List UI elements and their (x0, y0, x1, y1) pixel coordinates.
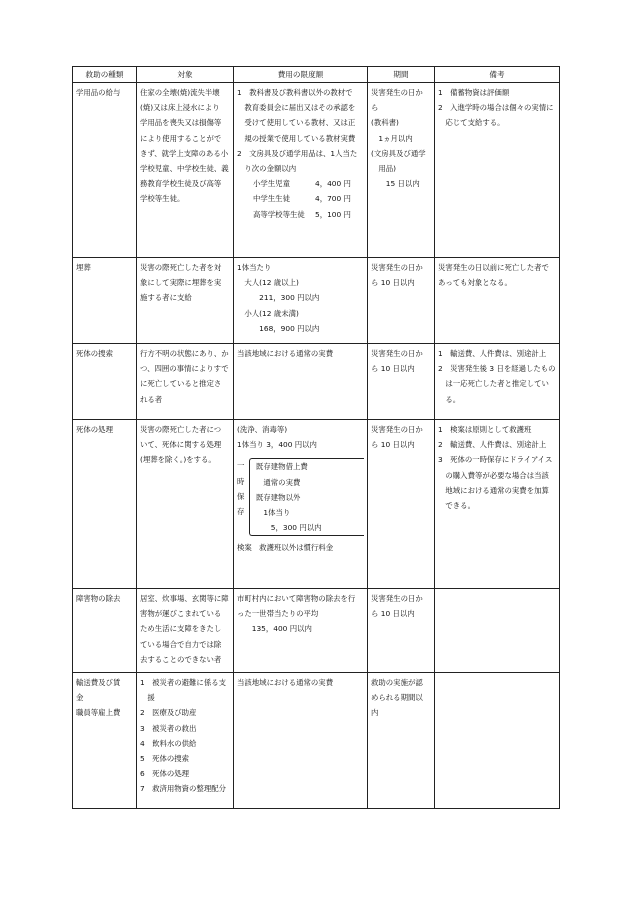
text-line: 市町村内において障害物の除去を行 (237, 594, 356, 603)
cost-item-amount: 4，700 円 (315, 194, 351, 204)
text-line: った一世帯当たりの平均 (237, 609, 319, 619)
table-row-corpse-search (73, 344, 560, 420)
text-line: 1体当り 3，400 円以内 (237, 440, 317, 450)
text-line: 規の授業で使用している教材実費 (237, 133, 356, 143)
cost-item-label: 小学生児童 (253, 179, 290, 189)
text-line: り次の金額以内 (237, 164, 297, 174)
text-line: 2 災害発生後 3 日を経過したもの (438, 364, 556, 374)
header-target: 対象 (137, 67, 234, 83)
text-line: 2 医療及び助産 (140, 708, 197, 718)
row-cost (234, 589, 368, 673)
text-line: ら 10 日以内 (371, 278, 415, 288)
text-line: 時 (237, 476, 245, 486)
row-remarks (435, 258, 560, 344)
text-line: (教科書) (371, 118, 399, 128)
text-line: の購入費等が必要な場合は当該 (438, 470, 549, 480)
text-line: められる期間以 (371, 693, 423, 703)
row-remarks (435, 83, 560, 258)
text-line: 学校児童、中学校生徒、義 (140, 164, 229, 174)
row-target (137, 589, 234, 673)
row-cost (234, 258, 368, 344)
row-period (368, 420, 435, 589)
text-line: 学校等生徒。 (140, 194, 185, 204)
text-line: 災害発生の日か (371, 349, 423, 358)
text-line: 学用品を喪失又は損傷等 (140, 118, 222, 128)
text-line: いて、死体に関する処理 (140, 440, 222, 450)
text-line: 135，400 円以内 (237, 624, 312, 634)
text-line: 務教育学校生徒及び高等 (140, 179, 222, 189)
text-line: 災害発生の日か (371, 88, 423, 97)
cost-item (237, 207, 364, 222)
text-line: れる者 (140, 394, 163, 404)
text-line: る。 (438, 394, 461, 404)
text-line: 既存建物借上費 (256, 462, 308, 472)
text-line: 害物が運びこまれている (140, 609, 222, 619)
text-line: 救助の実施が認 (371, 678, 423, 687)
row-type: 障害物の除去 (73, 589, 137, 673)
text-line: 小人(12 歳未満) (237, 308, 299, 318)
text-line: 一 (237, 461, 245, 471)
text-line: 受けて使用している教材、又は正 (237, 118, 356, 128)
text-line: 災害の際死亡した者を対 (140, 263, 222, 272)
text-line: ら 10 日以内 (371, 609, 415, 619)
cost-item (237, 191, 364, 206)
row-remarks (435, 420, 560, 589)
text-line: 職員等雇上費 (76, 708, 121, 718)
text-line: きず、就学上支障のある小 (140, 148, 229, 158)
header-remarks: 備考 (435, 67, 560, 83)
row-cost (234, 673, 368, 809)
text-line: 5 死体の捜索 (140, 754, 190, 764)
row-target (137, 344, 234, 420)
cost-footer: 検案 救護班以外は慣行料金 (237, 543, 334, 553)
row-period (368, 258, 435, 344)
cost-item-label: 高等学校等生徒 (253, 209, 305, 219)
table-row-burial (73, 258, 560, 344)
text-line: 行方不明の状態にあり、か (140, 349, 229, 358)
text-line: 1 教科書及び教科書以外の教材で (237, 88, 353, 97)
table-row-transport (73, 673, 560, 809)
cost-item-label: 中学生生徒 (253, 194, 290, 204)
text-line: 1ヵ月以内 (371, 133, 413, 143)
text-line: 7 救済用物資の整理配分 (140, 784, 227, 794)
text-line: 内 (371, 708, 379, 718)
cost-item-amount: 4，400 円 (315, 179, 351, 189)
row-period (368, 589, 435, 673)
text-line: に死亡していると推定さ (140, 379, 222, 389)
text-line: 15 日以内 (371, 179, 420, 189)
row-period (368, 83, 435, 258)
text-line: 1 備蓄物資は評価額 (438, 88, 510, 97)
text-line: 1 検案は原則として救護班 (438, 425, 532, 434)
row-cost (234, 83, 368, 258)
header-row (73, 67, 560, 83)
text-line: 6 死体の処理 (140, 769, 190, 779)
text-line: 災害発生の日以前に死亡した者で (438, 263, 549, 272)
text-line: できる。 (438, 501, 475, 511)
text-line: 地域における通常の実費を加算 (438, 485, 549, 495)
cost-items (237, 176, 364, 222)
text-line: 災害発生の日か (371, 263, 423, 272)
table-row-corpse-handling (73, 420, 560, 589)
temporary-storage-block (237, 458, 364, 536)
text-line: により使用することがで (140, 133, 222, 143)
table-row-obstacle-removal (73, 589, 560, 673)
row-target (137, 420, 234, 589)
row-cost (234, 420, 368, 589)
row-type: 死体の捜索 (73, 344, 137, 420)
text-line: 用品) (371, 164, 397, 174)
text-line: 通常の実費 (256, 477, 301, 487)
text-line: 去することのできない者 (140, 654, 222, 664)
text-line: 災害発生の日か (371, 594, 423, 603)
header-cost: 費用の限度額 (234, 67, 368, 83)
row-period (368, 673, 435, 809)
text-line: 居室、炊事場、玄関等に障 (140, 594, 229, 603)
header-type: 救助の種類 (73, 67, 137, 83)
text-line: 3 被災者の救出 (140, 723, 197, 733)
text-line: ら 10 日以内 (371, 440, 415, 450)
text-line: 教育委員会に届出又はその承認を (237, 103, 356, 113)
text-line: あっても対象となる。 (438, 278, 512, 288)
cost-item-amount: 5，100 円 (315, 209, 351, 219)
text-line: 保 (237, 491, 245, 501)
row-target (137, 83, 234, 258)
text-line: 168，900 円以内 (237, 323, 320, 333)
row-type: 学用品の給与 (73, 83, 137, 258)
text-line: 2 入進学時の場合は個々の実情に (438, 103, 554, 113)
text-line: 1 輸送費、人件費は、別途計上 (438, 349, 547, 358)
text-line: 象にして実際に埋葬を実 (140, 278, 222, 288)
row-type (73, 673, 137, 809)
text-line: 大人(12 歳以上) (237, 278, 299, 288)
row-remarks (435, 589, 560, 673)
text-line: ら (371, 103, 379, 113)
text-line: (洗浄、消毒等) (237, 425, 288, 434)
row-type: 死体の処理 (73, 420, 137, 589)
text-line: 211，300 円以内 (237, 293, 320, 303)
text-line: 1 被災者の避難に係る支 (140, 678, 227, 687)
text-line: 施する者に支給 (140, 293, 192, 303)
text-line: 災害発生の日か (371, 425, 423, 434)
text-line: 2 輸送費、人件費は、別途計上 (438, 440, 547, 450)
header-period: 期間 (368, 67, 435, 83)
row-remarks (435, 344, 560, 420)
text-line: 応じて支給する。 (438, 118, 505, 128)
table-row-school-supplies (73, 83, 560, 258)
row-target (137, 258, 234, 344)
text-line: 金 (76, 693, 84, 703)
row-period (368, 344, 435, 420)
text-line: 輸送費及び賃 (76, 678, 121, 687)
text-line: 災害の際死亡した者につ (140, 425, 222, 434)
text-line: 当該地域における通常の実費 (237, 678, 334, 687)
text-line: (焼)又は床上浸水により (140, 103, 220, 113)
text-line: 既存建物以外 (256, 492, 301, 502)
text-line: 当該地域における通常の実費 (237, 349, 334, 358)
text-line: 3 死体の一時保存にドライアイス (438, 455, 553, 465)
text-line: (文房具及び通学 (371, 148, 426, 158)
text-line: は一応死亡した者と推定してい (438, 379, 549, 389)
row-remarks (435, 673, 560, 809)
text-line: ら 10 日以内 (371, 364, 415, 374)
text-line: (埋葬を除く。)をする。 (140, 455, 216, 465)
text-line: つ、四囲の事情によりすで (140, 364, 229, 374)
text-line: 2 文房具及び通学用品は、1人当た (237, 148, 358, 158)
cost-item (237, 176, 364, 191)
text-line: 4 飲料水の供給 (140, 738, 197, 748)
text-line: ている場合で自力では除 (140, 639, 222, 649)
text-line: 存 (237, 506, 245, 516)
row-cost (234, 344, 368, 420)
text-line: 1体当り (256, 508, 291, 518)
text-line: ため生活に支障をきたし (140, 624, 222, 634)
relief-standards-table (72, 66, 560, 809)
text-line: 住家の全壊(焼)流失半壊 (140, 88, 220, 97)
text-line: 1体当たり (237, 263, 272, 272)
text-line: 援 (140, 693, 155, 703)
row-type: 埋葬 (73, 258, 137, 344)
text-line: 5，300 円以内 (256, 523, 322, 533)
row-target (137, 673, 234, 809)
